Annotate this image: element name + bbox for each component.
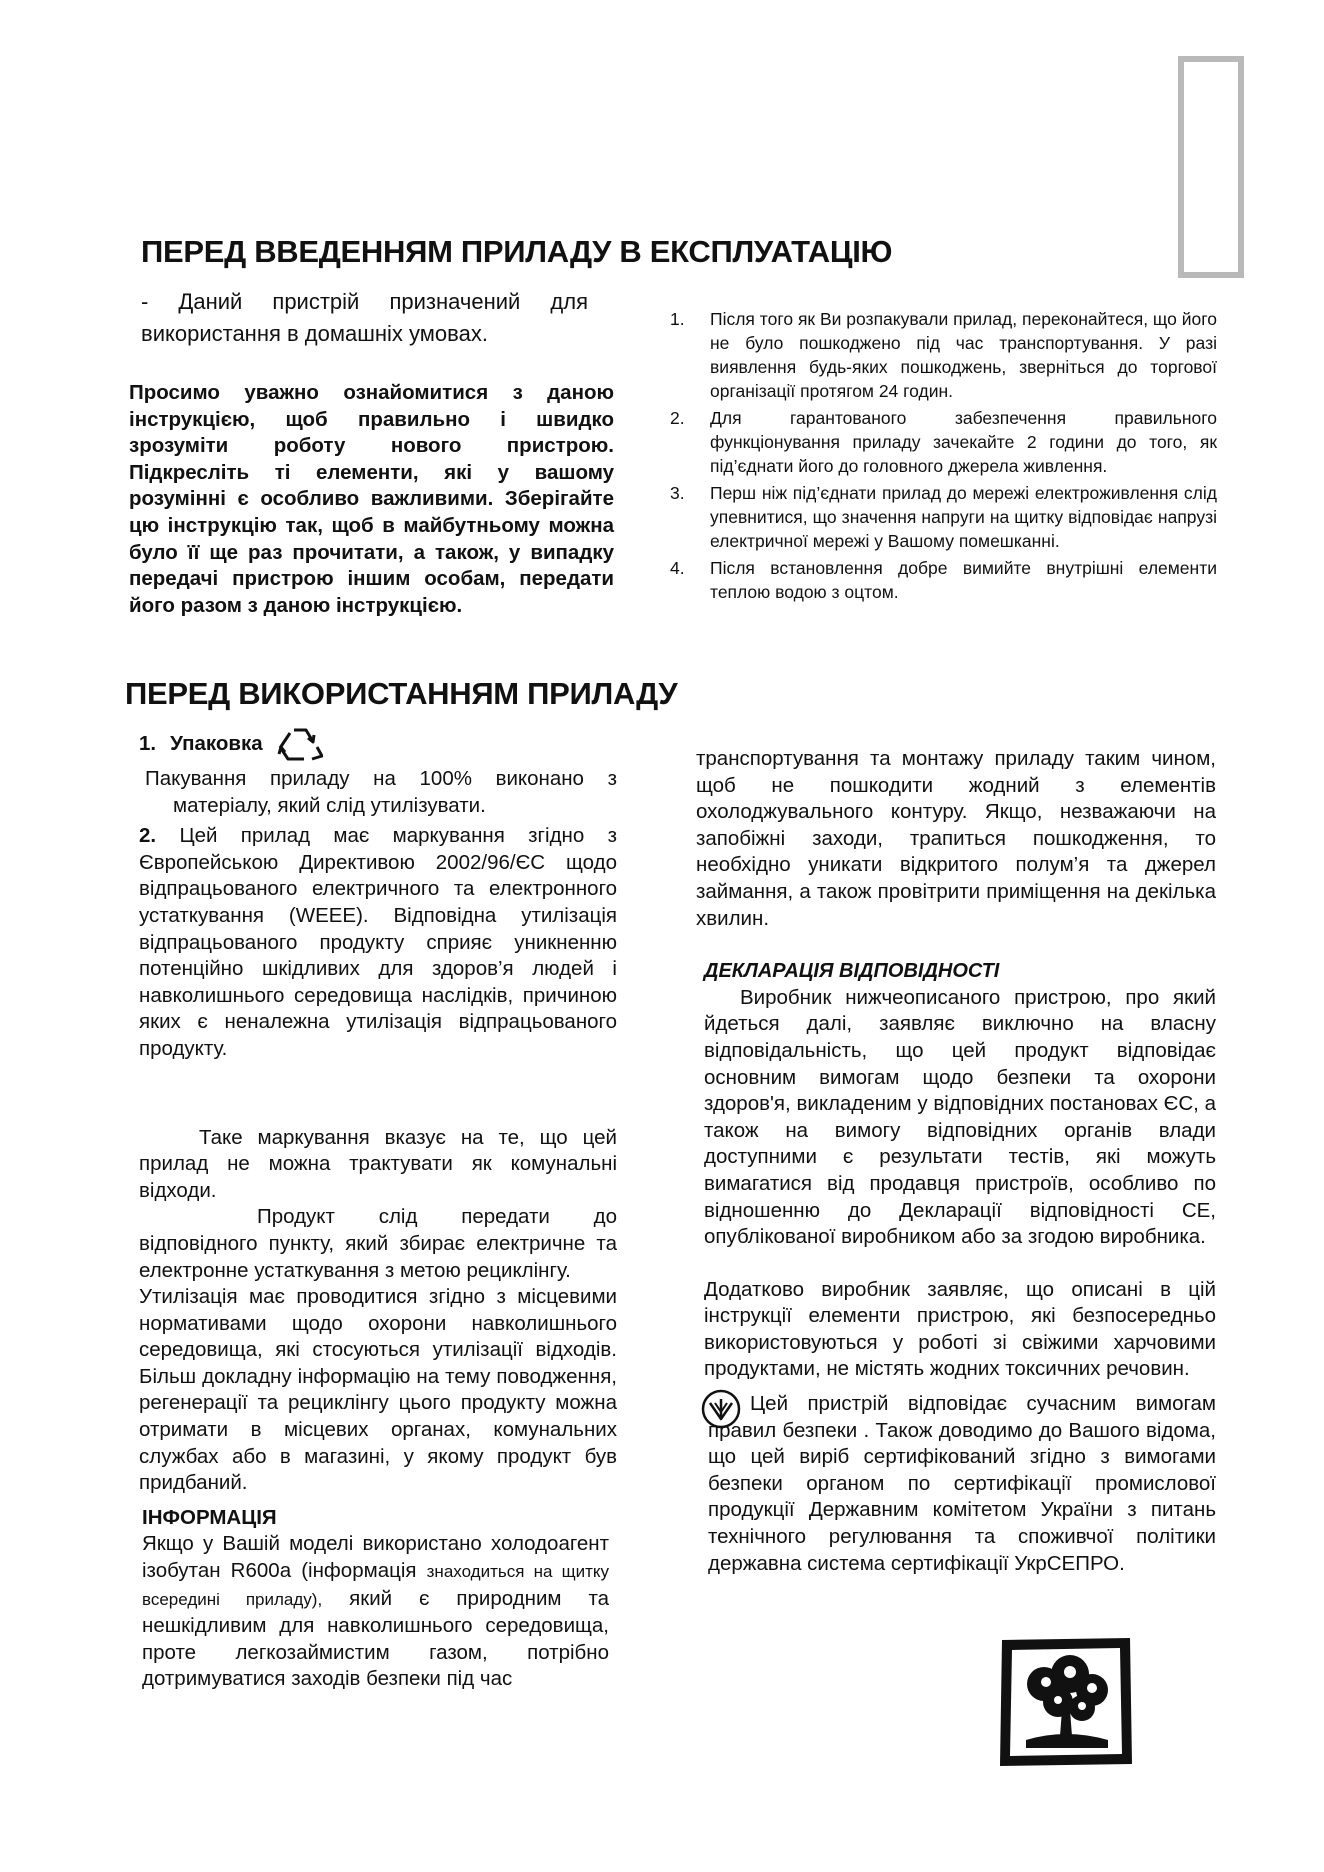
tree-logo-icon — [996, 1636, 1136, 1768]
ukr-paragraph: Цей пристрій відповідає сучасним вимогам правил безпеки . Також доводимо до Вашого відома, що цей виріб сертифікований згідно з вимогами безпеки органом по сертифікації промислової продукції Державним комітетом України з питань технічного регулювання та споживчої політики державна система сертифікації УкрСЕПРО. — [708, 1392, 1216, 1575]
weee-number: 2. — [139, 824, 157, 848]
packaging-title: Упаковка — [170, 731, 263, 755]
recycle-icon — [277, 725, 323, 763]
ukr-conformity-icon — [700, 1388, 742, 1430]
list-item — [670, 406, 1217, 478]
heading-before-operation: ПЕРЕД ВВЕДЕННЯМ ПРИЛАДУ В ЕКСПЛУАТАЦІЮ — [141, 234, 893, 269]
weee-text: Цей прилад має маркування згідно з Європейською Директивою 2002/96/ЄС щодо відпрацьованого електричного та електронного устаткування (WEEE). Відповідна утилізація відпрацьованого продукту сприяє уникненню потенційно шкідливих для здоров’я людей і навколишнього середовища наслідків, причиною яких є неналежна утилізація відпрацьованого продукту. — [139, 824, 617, 1060]
step-text: Після встановлення добре вимийте внутрішні елементи теплою водою з оцтом. — [710, 558, 1217, 602]
info-continued-paragraph: транспортування та монтажу приладу таким чином, щоб не пошкодити жодний з елементів охолоджувального контуру. Якщо, незважаючи на запобіжні заходи, трапиться пошкодження, то необхідно уникати відкритого полум’я та джерел займання, а також провітрити приміщення на декілька хвилин. — [696, 747, 1216, 930]
ukr-block — [700, 1391, 1216, 1577]
info-paragraph — [142, 1531, 609, 1693]
step-number: 3. — [670, 483, 685, 503]
declaration-paragraph: Виробник нижчеописаного пристрою, про який йдеться далі, заявляє виключно на власну відповідальність, що цей продукт відповідає основним вимогам щодо безпеки та охорони здоров'я, викладеним у відповідних постановах ЄС, а також на вимогу відповідних органів влади доступними є результати тестів, які можуть вимагатися від продавця пристроїв, особливо по відношенню до Декларації відповідності CE, опублікованої виробником або за згодою виробника. — [704, 985, 1216, 1249]
step-text: Після того як Ви розпакували прилад, переконайтеся, що його не було пошкоджено під час транспортування. У разі виявлення будь-яких пошкоджень, зверніться до торгової організації протягом 24 годин. — [710, 309, 1217, 401]
transfer-paragraph: Продукт слід передати до відповідного пункту, який збирає електричне та електронне устаткування з метою рециклінгу. — [139, 1205, 617, 1282]
info-text-small: знаходиться на щитку всередині приладу), — [142, 1562, 609, 1609]
list-item — [670, 307, 1217, 403]
marking-paragraph: Таке маркування вказує на те, що цей прилад не можна трактувати як комунальні відходи. — [139, 1125, 617, 1202]
info-text-b: який є природним та нешкідливим для навколишнього середовища, проте легкозаймистим газом, потрібно дотримуватися заходів безпеки під час — [142, 1586, 610, 1691]
step-text: Для гарантованого забезпечення правильного функціонування приладу зачекайте 2 години до того, як під’єднати його до головного джерела живлення. — [710, 408, 1217, 476]
additionally-paragraph: Додатково виробник заявляє, що описані в цій інструкції елементи пристрою, які безпосередньо використовуються у роботі зі свіжими харчовими продуктами, не містять жодних токсичних речовин. — [704, 1277, 1216, 1381]
step-number: 2. — [670, 408, 685, 428]
disposal-paragraph: Утилізація має проводитися згідно з місцевими нормативами щодо охорони навколишнього середовища, які стосуються утилізації відходів. Більш докладну інформацію на тему поводження, регенерації та рециклінгу цього продукту можна отримати в місцевих органах, комунальних службах або в магазині, у якому продукт був придбаний. — [139, 1285, 617, 1495]
section-tab-marker — [1178, 56, 1244, 278]
packaging-title-row — [139, 726, 617, 762]
step-number: 4. — [670, 558, 685, 578]
heading-before-use: ПЕРЕД ВИКОРИСТАННЯМ ПРИЛАДУ — [125, 676, 678, 711]
setup-steps-list — [670, 307, 1217, 607]
packaging-text: Пакування приладу на 100% виконано з матеріалу, який слід утилізувати. — [145, 767, 617, 817]
packaging-number: 1. — [139, 731, 157, 755]
list-item — [670, 481, 1217, 553]
read-instructions-note: Просимо уважно ознайомитися з даною інструкцією, щоб правильно і швидко зрозуміти роботу нового пристрою. Підкресліть ті елементи, які у вашому розумінні є особливо важливими. Зберігайте цю інструкцію так, щоб в майбутньому можна було її ще раз прочитати, а також, у випадку передачі пристрою іншим особам, передати його разом з даною інструкцією. — [129, 381, 614, 617]
right-column — [696, 746, 1216, 1577]
domestic-use-note: - Даний пристрій призначений для використання в домашніх умовах. — [141, 289, 588, 346]
step-text: Перш ніж під’єднати прилад до мережі електроживлення слід упевнитися, що значення напруги на щитку відповідає напрузі електричної мережі у Вашому помешканні. — [710, 483, 1217, 551]
info-text-a: Якщо у Вашій моделі використано холодоагент ізобутан R600a (інформація — [142, 1532, 609, 1583]
info-title: ІНФОРМАЦІЯ — [142, 1505, 277, 1529]
weee-paragraph — [139, 823, 617, 1062]
left-column — [139, 726, 617, 1693]
declaration-title: ДЕКЛАРАЦІЯ ВІДПОВІДНОСТІ — [704, 960, 1000, 983]
step-number: 1. — [670, 309, 685, 329]
list-item — [670, 556, 1217, 604]
